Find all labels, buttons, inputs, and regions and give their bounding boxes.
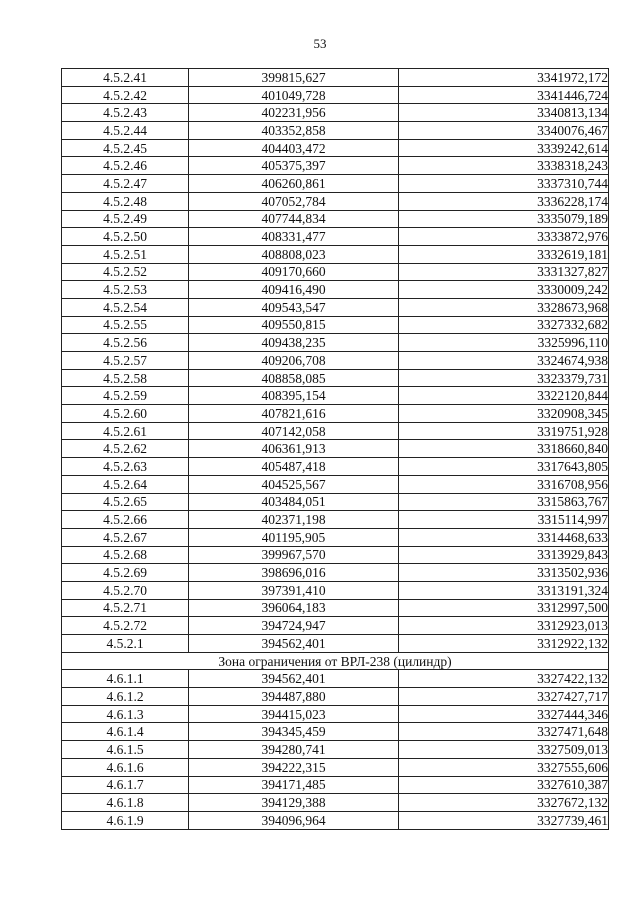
y-coordinate-cell: 3335079,189 [399,210,609,228]
point-id-cell: 4.5.2.46 [62,157,189,175]
y-coordinate-cell: 3340813,134 [399,104,609,122]
x-coordinate-cell: 394562,401 [189,670,399,688]
point-id-cell: 4.5.2.43 [62,104,189,122]
table-row [62,688,609,706]
point-id-cell: 4.5.2.42 [62,86,189,104]
x-coordinate-cell: 394724,947 [189,617,399,635]
y-coordinate-cell: 3328673,968 [399,298,609,316]
point-id-cell: 4.6.1.5 [62,741,189,759]
point-id-cell: 4.5.2.41 [62,69,189,87]
x-coordinate-cell: 409550,815 [189,316,399,334]
table-row [62,69,609,87]
point-id-cell: 4.5.2.59 [62,387,189,405]
coordinates-table [61,68,609,830]
point-id-cell: 4.5.2.62 [62,440,189,458]
table-row [62,334,609,352]
x-coordinate-cell: 409170,660 [189,263,399,281]
coordinates-table-body-zone-4-6 [62,670,609,829]
y-coordinate-cell: 3312922,132 [399,635,609,653]
table-row [62,475,609,493]
x-coordinate-cell: 394096,964 [189,811,399,829]
point-id-cell: 4.5.2.54 [62,298,189,316]
x-coordinate-cell: 402231,956 [189,104,399,122]
y-coordinate-cell: 3325996,110 [399,334,609,352]
y-coordinate-cell: 3312923,013 [399,617,609,635]
point-id-cell: 4.5.2.50 [62,228,189,246]
y-coordinate-cell: 3340076,467 [399,122,609,140]
y-coordinate-cell: 3313502,936 [399,564,609,582]
point-id-cell: 4.5.2.51 [62,245,189,263]
table-row [62,581,609,599]
x-coordinate-cell: 398696,016 [189,564,399,582]
table-row [62,122,609,140]
point-id-cell: 4.5.2.65 [62,493,189,511]
y-coordinate-cell: 3331327,827 [399,263,609,281]
table-row [62,210,609,228]
point-id-cell: 4.5.2.45 [62,139,189,157]
table-row [62,617,609,635]
point-id-cell: 4.5.2.68 [62,546,189,564]
y-coordinate-cell: 3319751,928 [399,422,609,440]
point-id-cell: 4.6.1.8 [62,794,189,812]
x-coordinate-cell: 401049,728 [189,86,399,104]
x-coordinate-cell: 397391,410 [189,581,399,599]
x-coordinate-cell: 394280,741 [189,741,399,759]
x-coordinate-cell: 406361,913 [189,440,399,458]
x-coordinate-cell: 404403,472 [189,139,399,157]
table-row [62,776,609,794]
point-id-cell: 4.5.2.48 [62,192,189,210]
x-coordinate-cell: 399967,570 [189,546,399,564]
point-id-cell: 4.6.1.7 [62,776,189,794]
point-id-cell: 4.5.2.72 [62,617,189,635]
table-row [62,564,609,582]
table-row [62,741,609,759]
y-coordinate-cell: 3315863,767 [399,493,609,511]
y-coordinate-cell: 3337310,744 [399,175,609,193]
x-coordinate-cell: 403352,858 [189,122,399,140]
y-coordinate-cell: 3327739,461 [399,811,609,829]
table-row [62,705,609,723]
point-id-cell: 4.5.2.58 [62,369,189,387]
section-header-group [62,652,609,670]
x-coordinate-cell: 404525,567 [189,475,399,493]
table-row [62,157,609,175]
y-coordinate-cell: 3338318,243 [399,157,609,175]
x-coordinate-cell: 403484,051 [189,493,399,511]
x-coordinate-cell: 407142,058 [189,422,399,440]
point-id-cell: 4.5.2.69 [62,564,189,582]
table-row [62,635,609,653]
x-coordinate-cell: 394222,315 [189,758,399,776]
table-row [62,758,609,776]
y-coordinate-cell: 3322120,844 [399,387,609,405]
y-coordinate-cell: 3323379,731 [399,369,609,387]
x-coordinate-cell: 402371,198 [189,511,399,529]
table-row [62,245,609,263]
table-row [62,405,609,423]
x-coordinate-cell: 406260,861 [189,175,399,193]
table-row [62,458,609,476]
y-coordinate-cell: 3336228,174 [399,192,609,210]
point-id-cell: 4.6.1.9 [62,811,189,829]
x-coordinate-cell: 409206,708 [189,352,399,370]
coordinates-table-body-zone-4-5 [62,69,609,653]
x-coordinate-cell: 409416,490 [189,281,399,299]
x-coordinate-cell: 407052,784 [189,192,399,210]
y-coordinate-cell: 3330009,242 [399,281,609,299]
x-coordinate-cell: 394129,388 [189,794,399,812]
y-coordinate-cell: 3313929,843 [399,546,609,564]
y-coordinate-cell: 3317643,805 [399,458,609,476]
table-row [62,422,609,440]
point-id-cell: 4.6.1.2 [62,688,189,706]
x-coordinate-cell: 396064,183 [189,599,399,617]
x-coordinate-cell: 408395,154 [189,387,399,405]
y-coordinate-cell: 3332619,181 [399,245,609,263]
table-row [62,546,609,564]
table-row [62,723,609,741]
point-id-cell: 4.5.2.49 [62,210,189,228]
point-id-cell: 4.5.2.66 [62,511,189,529]
y-coordinate-cell: 3327422,132 [399,670,609,688]
y-coordinate-cell: 3312997,500 [399,599,609,617]
y-coordinate-cell: 3327555,606 [399,758,609,776]
table-row [62,387,609,405]
x-coordinate-cell: 409543,547 [189,298,399,316]
table-row [62,192,609,210]
section-header: Зона ограничения от ВРЛ-238 (цилиндр) [62,652,609,670]
table-row [62,263,609,281]
point-id-cell: 4.5.2.63 [62,458,189,476]
table-row [62,493,609,511]
table-row [62,528,609,546]
table-row [62,228,609,246]
point-id-cell: 4.5.2.44 [62,122,189,140]
x-coordinate-cell: 394345,459 [189,723,399,741]
point-id-cell: 4.5.2.70 [62,581,189,599]
table-row [62,175,609,193]
table-row [62,369,609,387]
point-id-cell: 4.6.1.3 [62,705,189,723]
table-row [62,86,609,104]
table-row [62,104,609,122]
y-coordinate-cell: 3327672,132 [399,794,609,812]
y-coordinate-cell: 3327509,013 [399,741,609,759]
table-row [62,352,609,370]
point-id-cell: 4.5.2.55 [62,316,189,334]
y-coordinate-cell: 3327444,346 [399,705,609,723]
x-coordinate-cell: 407744,834 [189,210,399,228]
point-id-cell: 4.6.1.4 [62,723,189,741]
point-id-cell: 4.6.1.6 [62,758,189,776]
y-coordinate-cell: 3327471,648 [399,723,609,741]
table-row [62,440,609,458]
y-coordinate-cell: 3327332,682 [399,316,609,334]
y-coordinate-cell: 3320908,345 [399,405,609,423]
table-row [62,811,609,829]
table-row [62,281,609,299]
x-coordinate-cell: 408858,085 [189,369,399,387]
table-row [62,670,609,688]
point-id-cell: 4.5.2.52 [62,263,189,281]
x-coordinate-cell: 399815,627 [189,69,399,87]
point-id-cell: 4.6.1.1 [62,670,189,688]
x-coordinate-cell: 409438,235 [189,334,399,352]
section-header-row [62,652,609,670]
x-coordinate-cell: 405375,397 [189,157,399,175]
point-id-cell: 4.5.2.71 [62,599,189,617]
y-coordinate-cell: 3333872,976 [399,228,609,246]
y-coordinate-cell: 3318660,840 [399,440,609,458]
point-id-cell: 4.5.2.53 [62,281,189,299]
y-coordinate-cell: 3324674,938 [399,352,609,370]
table-row [62,139,609,157]
x-coordinate-cell: 394562,401 [189,635,399,653]
point-id-cell: 4.5.2.60 [62,405,189,423]
point-id-cell: 4.5.2.61 [62,422,189,440]
y-coordinate-cell: 3315114,997 [399,511,609,529]
point-id-cell: 4.5.2.57 [62,352,189,370]
table-row [62,316,609,334]
table-row [62,599,609,617]
y-coordinate-cell: 3341972,172 [399,69,609,87]
point-id-cell: 4.5.2.67 [62,528,189,546]
y-coordinate-cell: 3341446,724 [399,86,609,104]
y-coordinate-cell: 3313191,324 [399,581,609,599]
x-coordinate-cell: 408808,023 [189,245,399,263]
x-coordinate-cell: 408331,477 [189,228,399,246]
y-coordinate-cell: 3339242,614 [399,139,609,157]
table-row [62,794,609,812]
point-id-cell: 4.5.2.64 [62,475,189,493]
x-coordinate-cell: 394415,023 [189,705,399,723]
x-coordinate-cell: 394487,880 [189,688,399,706]
y-coordinate-cell: 3314468,633 [399,528,609,546]
x-coordinate-cell: 394171,485 [189,776,399,794]
point-id-cell: 4.5.2.56 [62,334,189,352]
x-coordinate-cell: 405487,418 [189,458,399,476]
page-number: 53 [313,36,327,51]
y-coordinate-cell: 3327427,717 [399,688,609,706]
y-coordinate-cell: 3316708,956 [399,475,609,493]
point-id-cell: 4.5.2.1 [62,635,189,653]
table-row [62,511,609,529]
table-row [62,298,609,316]
y-coordinate-cell: 3327610,387 [399,776,609,794]
point-id-cell: 4.5.2.47 [62,175,189,193]
x-coordinate-cell: 407821,616 [189,405,399,423]
x-coordinate-cell: 401195,905 [189,528,399,546]
